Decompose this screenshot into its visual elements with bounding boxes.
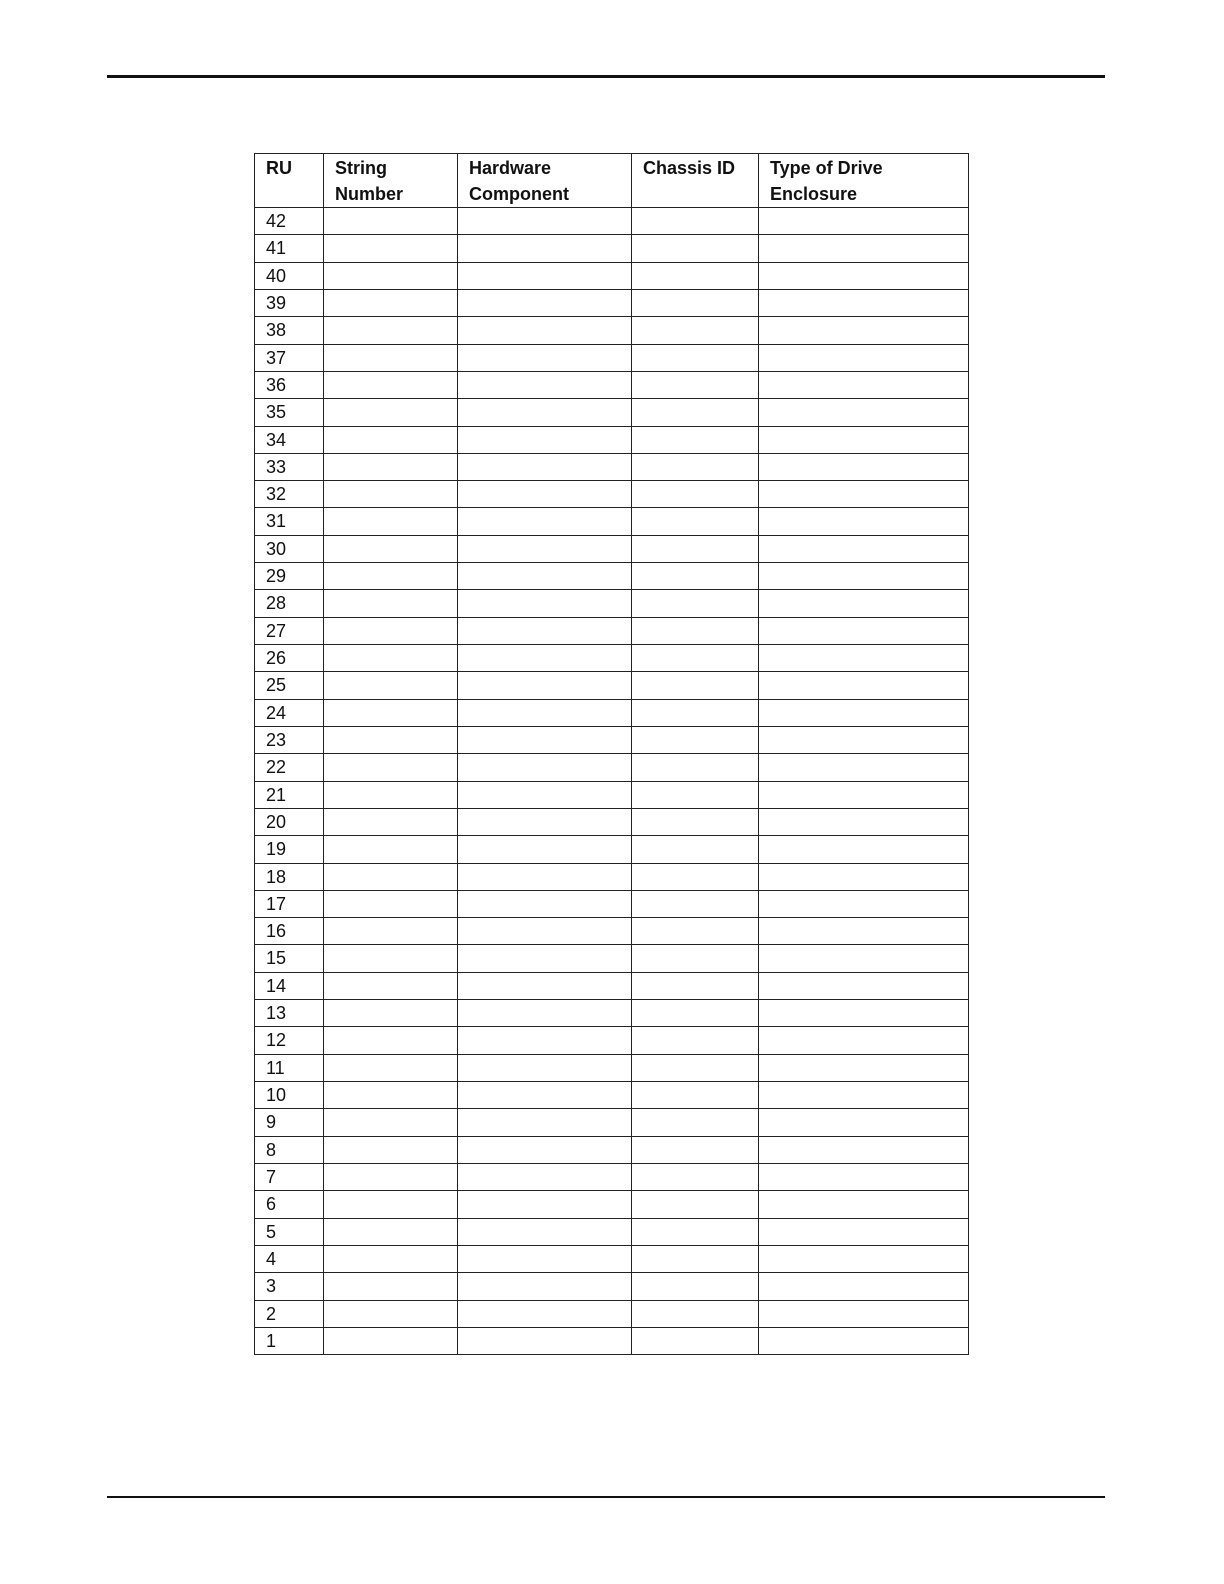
cell-string-number[interactable]: [324, 918, 458, 945]
cell-hardware-component[interactable]: [458, 399, 632, 426]
cell-string-number[interactable]: [324, 617, 458, 644]
cell-hardware-component[interactable]: [458, 863, 632, 890]
cell-ru: 40: [255, 262, 324, 289]
cell-string-number[interactable]: [324, 426, 458, 453]
table-row: [255, 590, 969, 617]
cell-type-of-drive-enclosure[interactable]: [759, 863, 969, 890]
cell-ru: 1: [255, 1327, 324, 1354]
cell-string-number[interactable]: [324, 262, 458, 289]
cell-string-number[interactable]: [324, 563, 458, 590]
cell-type-of-drive-enclosure[interactable]: [759, 836, 969, 863]
cell-type-of-drive-enclosure[interactable]: [759, 344, 969, 371]
cell-ru: 7: [255, 1163, 324, 1190]
cell-type-of-drive-enclosure[interactable]: [759, 945, 969, 972]
cell-string-number[interactable]: [324, 1327, 458, 1354]
table-row: [255, 1191, 969, 1218]
cell-string-number[interactable]: [324, 699, 458, 726]
cell-ru: 4: [255, 1245, 324, 1272]
cell-ru: 20: [255, 808, 324, 835]
cell-chassis-id[interactable]: [632, 672, 759, 699]
cell-chassis-id[interactable]: [632, 235, 759, 262]
cell-ru: 24: [255, 699, 324, 726]
cell-hardware-component[interactable]: [458, 535, 632, 562]
cell-type-of-drive-enclosure[interactable]: [759, 781, 969, 808]
table-row: [255, 563, 969, 590]
cell-chassis-id[interactable]: [632, 535, 759, 562]
table-body: [255, 208, 969, 1355]
cell-string-number[interactable]: [324, 1000, 458, 1027]
table-row: [255, 1273, 969, 1300]
cell-string-number[interactable]: [324, 781, 458, 808]
cell-type-of-drive-enclosure[interactable]: [759, 1109, 969, 1136]
table-row: [255, 1027, 969, 1054]
cell-type-of-drive-enclosure[interactable]: [759, 508, 969, 535]
cell-ru: 15: [255, 945, 324, 972]
cell-type-of-drive-enclosure[interactable]: [759, 399, 969, 426]
cell-type-of-drive-enclosure[interactable]: [759, 590, 969, 617]
cell-chassis-id[interactable]: [632, 1300, 759, 1327]
cell-hardware-component[interactable]: [458, 1163, 632, 1190]
cell-hardware-component[interactable]: [458, 1000, 632, 1027]
cell-string-number[interactable]: [324, 945, 458, 972]
cell-ru: 31: [255, 508, 324, 535]
table-row: [255, 699, 969, 726]
cell-type-of-drive-enclosure[interactable]: [759, 1163, 969, 1190]
cell-hardware-component[interactable]: [458, 890, 632, 917]
cell-string-number[interactable]: [324, 1109, 458, 1136]
footer-rule: [107, 1496, 1105, 1498]
cell-hardware-component[interactable]: [458, 1136, 632, 1163]
cell-ru: 21: [255, 781, 324, 808]
cell-hardware-component[interactable]: [458, 426, 632, 453]
table-row: [255, 1054, 969, 1081]
cell-string-number[interactable]: [324, 1191, 458, 1218]
cell-chassis-id[interactable]: [632, 1245, 759, 1272]
cell-hardware-component[interactable]: [458, 699, 632, 726]
cell-hardware-component[interactable]: [458, 262, 632, 289]
table-row: [255, 754, 969, 781]
table-row: [255, 262, 969, 289]
table-row: [255, 781, 969, 808]
cell-string-number[interactable]: [324, 1054, 458, 1081]
cell-string-number[interactable]: [324, 399, 458, 426]
table-row: [255, 508, 969, 535]
cell-hardware-component[interactable]: [458, 344, 632, 371]
cell-chassis-id[interactable]: [632, 1273, 759, 1300]
cell-string-number[interactable]: [324, 1245, 458, 1272]
cell-hardware-component[interactable]: [458, 645, 632, 672]
cell-ru: 34: [255, 426, 324, 453]
cell-type-of-drive-enclosure[interactable]: [759, 317, 969, 344]
cell-ru: 18: [255, 863, 324, 890]
cell-hardware-component[interactable]: [458, 617, 632, 644]
cell-hardware-component[interactable]: [458, 1245, 632, 1272]
table-row: [255, 918, 969, 945]
cell-type-of-drive-enclosure[interactable]: [759, 1027, 969, 1054]
cell-string-number[interactable]: [324, 808, 458, 835]
cell-hardware-component[interactable]: [458, 563, 632, 590]
cell-hardware-component[interactable]: [458, 453, 632, 480]
cell-hardware-component[interactable]: [458, 1027, 632, 1054]
table-row: [255, 617, 969, 644]
cell-type-of-drive-enclosure[interactable]: [759, 699, 969, 726]
header-row: [255, 154, 969, 208]
cell-hardware-component[interactable]: [458, 1218, 632, 1245]
header-string-number: [324, 154, 458, 208]
cell-hardware-component[interactable]: [458, 754, 632, 781]
cell-type-of-drive-enclosure[interactable]: [759, 1218, 969, 1245]
cell-ru: 22: [255, 754, 324, 781]
cell-hardware-component[interactable]: [458, 289, 632, 316]
cell-ru: 11: [255, 1054, 324, 1081]
cell-type-of-drive-enclosure[interactable]: [759, 1136, 969, 1163]
cell-type-of-drive-enclosure[interactable]: [759, 617, 969, 644]
cell-string-number[interactable]: [324, 1300, 458, 1327]
table-row: [255, 890, 969, 917]
table-row: [255, 726, 969, 753]
cell-hardware-component[interactable]: [458, 508, 632, 535]
cell-type-of-drive-enclosure[interactable]: [759, 1245, 969, 1272]
cell-type-of-drive-enclosure[interactable]: [759, 1191, 969, 1218]
cell-ru: 37: [255, 344, 324, 371]
cell-hardware-component[interactable]: [458, 1054, 632, 1081]
cell-type-of-drive-enclosure[interactable]: [759, 1273, 969, 1300]
cell-type-of-drive-enclosure[interactable]: [759, 1054, 969, 1081]
cell-chassis-id[interactable]: [632, 563, 759, 590]
cell-string-number[interactable]: [324, 481, 458, 508]
cell-chassis-id[interactable]: [632, 645, 759, 672]
rack-unit-table: [254, 153, 969, 1355]
cell-hardware-component[interactable]: [458, 235, 632, 262]
cell-chassis-id[interactable]: [632, 453, 759, 480]
header-type-of-drive-enclosure-label: Type of Drive Enclosure: [770, 158, 883, 204]
cell-string-number[interactable]: [324, 1027, 458, 1054]
cell-chassis-id[interactable]: [632, 1054, 759, 1081]
cell-string-number[interactable]: [324, 1218, 458, 1245]
cell-hardware-component[interactable]: [458, 481, 632, 508]
cell-ru: 10: [255, 1082, 324, 1109]
cell-chassis-id[interactable]: [632, 808, 759, 835]
cell-string-number[interactable]: [324, 508, 458, 535]
cell-type-of-drive-enclosure[interactable]: [759, 808, 969, 835]
table-row: [255, 945, 969, 972]
table-row: [255, 863, 969, 890]
cell-hardware-component[interactable]: [458, 1327, 632, 1354]
cell-ru: 14: [255, 972, 324, 999]
cell-chassis-id[interactable]: [632, 1109, 759, 1136]
cell-type-of-drive-enclosure[interactable]: [759, 645, 969, 672]
cell-string-number[interactable]: [324, 1136, 458, 1163]
cell-type-of-drive-enclosure[interactable]: [759, 972, 969, 999]
cell-hardware-component[interactable]: [458, 918, 632, 945]
cell-ru: 30: [255, 535, 324, 562]
cell-hardware-component[interactable]: [458, 1109, 632, 1136]
cell-chassis-id[interactable]: [632, 945, 759, 972]
cell-chassis-id[interactable]: [632, 754, 759, 781]
cell-chassis-id[interactable]: [632, 1136, 759, 1163]
table-row: [255, 426, 969, 453]
cell-string-number[interactable]: [324, 208, 458, 235]
cell-chassis-id[interactable]: [632, 289, 759, 316]
cell-type-of-drive-enclosure[interactable]: [759, 918, 969, 945]
cell-chassis-id[interactable]: [632, 890, 759, 917]
cell-ru: 17: [255, 890, 324, 917]
cell-chassis-id[interactable]: [632, 1191, 759, 1218]
cell-ru: 6: [255, 1191, 324, 1218]
cell-ru: 23: [255, 726, 324, 753]
header-ru-label: RU: [266, 158, 292, 178]
cell-type-of-drive-enclosure[interactable]: [759, 262, 969, 289]
cell-chassis-id[interactable]: [632, 1218, 759, 1245]
cell-string-number[interactable]: [324, 590, 458, 617]
table-row: [255, 453, 969, 480]
cell-chassis-id[interactable]: [632, 1000, 759, 1027]
cell-string-number[interactable]: [324, 535, 458, 562]
table-row: [255, 1109, 969, 1136]
cell-chassis-id[interactable]: [632, 1327, 759, 1354]
table-row: [255, 399, 969, 426]
cell-chassis-id[interactable]: [632, 426, 759, 453]
cell-hardware-component[interactable]: [458, 1300, 632, 1327]
cell-ru: 36: [255, 371, 324, 398]
table-row: [255, 1082, 969, 1109]
cell-hardware-component[interactable]: [458, 1191, 632, 1218]
cell-ru: 25: [255, 672, 324, 699]
cell-chassis-id[interactable]: [632, 590, 759, 617]
cell-type-of-drive-enclosure[interactable]: [759, 1000, 969, 1027]
cell-chassis-id[interactable]: [632, 317, 759, 344]
cell-ru: 12: [255, 1027, 324, 1054]
cell-ru: 8: [255, 1136, 324, 1163]
cell-type-of-drive-enclosure[interactable]: [759, 371, 969, 398]
cell-ru: 29: [255, 563, 324, 590]
cell-string-number[interactable]: [324, 726, 458, 753]
table-row: [255, 371, 969, 398]
table-row: [255, 1163, 969, 1190]
cell-hardware-component[interactable]: [458, 726, 632, 753]
cell-chassis-id[interactable]: [632, 781, 759, 808]
cell-string-number[interactable]: [324, 972, 458, 999]
header-hardware-component: [458, 154, 632, 208]
cell-ru: 32: [255, 481, 324, 508]
table-row: [255, 972, 969, 999]
cell-type-of-drive-enclosure[interactable]: [759, 672, 969, 699]
table-row: [255, 1327, 969, 1354]
cell-chassis-id[interactable]: [632, 836, 759, 863]
cell-chassis-id[interactable]: [632, 344, 759, 371]
table-row: [255, 1218, 969, 1245]
header-chassis-id-label: Chassis ID: [643, 158, 736, 178]
cell-string-number[interactable]: [324, 371, 458, 398]
cell-string-number[interactable]: [324, 863, 458, 890]
table-row: [255, 1300, 969, 1327]
cell-hardware-component[interactable]: [458, 781, 632, 808]
table-row: [255, 289, 969, 316]
cell-chassis-id[interactable]: [632, 508, 759, 535]
table-header: [255, 154, 969, 208]
cell-type-of-drive-enclosure[interactable]: [759, 754, 969, 781]
table-row: [255, 235, 969, 262]
table-row: [255, 317, 969, 344]
header-chassis-id: [632, 154, 759, 208]
cell-hardware-component[interactable]: [458, 317, 632, 344]
cell-type-of-drive-enclosure[interactable]: [759, 426, 969, 453]
cell-string-number[interactable]: [324, 317, 458, 344]
cell-type-of-drive-enclosure[interactable]: [759, 535, 969, 562]
cell-chassis-id[interactable]: [632, 371, 759, 398]
cell-hardware-component[interactable]: [458, 836, 632, 863]
cell-hardware-component[interactable]: [458, 672, 632, 699]
cell-hardware-component[interactable]: [458, 972, 632, 999]
table-row: [255, 344, 969, 371]
table-row: [255, 836, 969, 863]
cell-type-of-drive-enclosure[interactable]: [759, 890, 969, 917]
cell-string-number[interactable]: [324, 453, 458, 480]
cell-type-of-drive-enclosure[interactable]: [759, 235, 969, 262]
cell-chassis-id[interactable]: [632, 1027, 759, 1054]
table-row: [255, 672, 969, 699]
cell-ru: 26: [255, 645, 324, 672]
header-string-number-label: String Number: [335, 158, 404, 204]
cell-hardware-component[interactable]: [458, 945, 632, 972]
cell-hardware-component[interactable]: [458, 371, 632, 398]
cell-type-of-drive-enclosure[interactable]: [759, 289, 969, 316]
cell-type-of-drive-enclosure[interactable]: [759, 1327, 969, 1354]
cell-hardware-component[interactable]: [458, 208, 632, 235]
header-type-of-drive-enclosure: [759, 154, 969, 208]
cell-chassis-id[interactable]: [632, 972, 759, 999]
cell-string-number[interactable]: [324, 836, 458, 863]
cell-chassis-id[interactable]: [632, 481, 759, 508]
cell-chassis-id[interactable]: [632, 262, 759, 289]
cell-hardware-component[interactable]: [458, 1082, 632, 1109]
cell-ru: 41: [255, 235, 324, 262]
table-row: [255, 1136, 969, 1163]
cell-ru: 27: [255, 617, 324, 644]
table-row: [255, 1000, 969, 1027]
cell-chassis-id[interactable]: [632, 208, 759, 235]
cell-chassis-id[interactable]: [632, 863, 759, 890]
table-row: [255, 1245, 969, 1272]
header-ru: [255, 154, 324, 208]
cell-ru: 28: [255, 590, 324, 617]
cell-string-number[interactable]: [324, 235, 458, 262]
cell-chassis-id[interactable]: [632, 699, 759, 726]
cell-string-number[interactable]: [324, 289, 458, 316]
cell-ru: 19: [255, 836, 324, 863]
cell-chassis-id[interactable]: [632, 1163, 759, 1190]
cell-hardware-component[interactable]: [458, 808, 632, 835]
cell-string-number[interactable]: [324, 672, 458, 699]
cell-type-of-drive-enclosure[interactable]: [759, 1082, 969, 1109]
table-row: [255, 645, 969, 672]
header-hardware-component-label: Hardware Component: [469, 158, 569, 204]
cell-string-number[interactable]: [324, 754, 458, 781]
cell-ru: 42: [255, 208, 324, 235]
cell-ru: 39: [255, 289, 324, 316]
cell-type-of-drive-enclosure[interactable]: [759, 726, 969, 753]
cell-chassis-id[interactable]: [632, 617, 759, 644]
cell-ru: 35: [255, 399, 324, 426]
table-row: [255, 535, 969, 562]
cell-chassis-id[interactable]: [632, 918, 759, 945]
cell-ru: 16: [255, 918, 324, 945]
cell-string-number[interactable]: [324, 1273, 458, 1300]
cell-hardware-component[interactable]: [458, 1273, 632, 1300]
cell-type-of-drive-enclosure[interactable]: [759, 1300, 969, 1327]
cell-type-of-drive-enclosure[interactable]: [759, 453, 969, 480]
table-row: [255, 208, 969, 235]
cell-hardware-component[interactable]: [458, 590, 632, 617]
header-rule: [107, 75, 1105, 78]
cell-ru: 3: [255, 1273, 324, 1300]
cell-ru: 13: [255, 1000, 324, 1027]
cell-type-of-drive-enclosure[interactable]: [759, 208, 969, 235]
cell-ru: 38: [255, 317, 324, 344]
cell-ru: 5: [255, 1218, 324, 1245]
cell-chassis-id[interactable]: [632, 1082, 759, 1109]
cell-string-number[interactable]: [324, 1163, 458, 1190]
cell-ru: 2: [255, 1300, 324, 1327]
cell-type-of-drive-enclosure[interactable]: [759, 563, 969, 590]
table-row: [255, 481, 969, 508]
cell-string-number[interactable]: [324, 344, 458, 371]
cell-string-number[interactable]: [324, 1082, 458, 1109]
cell-ru: 33: [255, 453, 324, 480]
cell-chassis-id[interactable]: [632, 399, 759, 426]
table-row: [255, 808, 969, 835]
cell-string-number[interactable]: [324, 645, 458, 672]
cell-chassis-id[interactable]: [632, 726, 759, 753]
cell-type-of-drive-enclosure[interactable]: [759, 481, 969, 508]
cell-ru: 9: [255, 1109, 324, 1136]
cell-string-number[interactable]: [324, 890, 458, 917]
